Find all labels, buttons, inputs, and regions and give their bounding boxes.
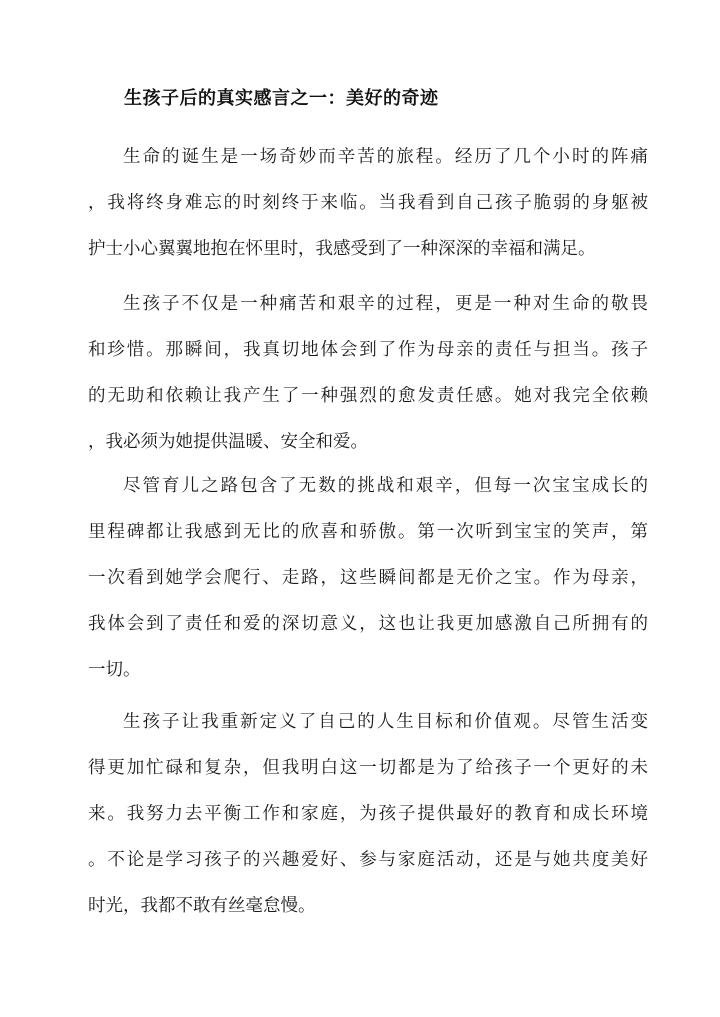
paragraph-line: ，我必须为她提供温暖、安全和爱。 — [88, 432, 368, 452]
paragraph-line: 生孩子不仅是一种痛苦和艰辛的过程，更是一种对生命的敬畏 — [123, 294, 648, 314]
paragraph-line: 尽管育儿之路包含了无数的挑战和艰辛，但每一次宝宝成长的 — [123, 476, 648, 496]
paragraph-line: 得更加忙碌和复杂，但我明白这一切都是为了给孩子一个更好的未 — [88, 758, 648, 778]
paragraph-line: 一切。 — [88, 660, 141, 680]
paragraph-line: ，我将终身难忘的时刻终于来临。当我看到自己孩子脆弱的身躯被 — [88, 193, 648, 213]
paragraph-line: 护士小心翼翼地抱在怀里时，我感受到了一种深深的幸福和满足。 — [88, 239, 596, 259]
paragraph-2 — [88, 281, 648, 465]
paragraph-line: 来。我努力去平衡工作和家庭，为孩子提供最好的教育和成长环境 — [88, 804, 648, 824]
paragraph-1 — [88, 134, 648, 272]
paragraph-4 — [88, 699, 648, 929]
paragraph-3 — [88, 463, 648, 693]
paragraph-line: 一次看到她学会爬行、走路，这些瞬间都是无价之宝。作为母亲， — [88, 568, 648, 588]
paragraph-line: 里程碑都让我感到无比的欣喜和骄傲。第一次听到宝宝的笑声，第 — [88, 522, 648, 542]
document-title: 生孩子后的真实感言之一：美好的奇迹 — [124, 88, 439, 109]
paragraph-line: 生孩子让我重新定义了自己的人生目标和价值观。尽管生活变 — [123, 712, 648, 732]
paragraph-line: 的无助和依赖让我产生了一种强烈的愈发责任感。她对我完全依赖 — [88, 386, 648, 406]
paragraph-line: 。不论是学习孩子的兴趣爱好、参与家庭活动，还是与她共度美好 — [88, 850, 648, 870]
paragraph-line: 我体会到了责任和爱的深切意义，这也让我更加感激自己所拥有的 — [88, 614, 648, 634]
paragraph-line: 生命的诞生是一场奇妙而辛苦的旅程。经历了几个小时的阵痛 — [123, 147, 648, 167]
paragraph-line: 和珍惜。那瞬间，我真切地体会到了作为母亲的责任与担当。孩子 — [88, 340, 648, 360]
paragraph-line: 时光，我都不敢有丝毫怠慢。 — [88, 896, 316, 916]
